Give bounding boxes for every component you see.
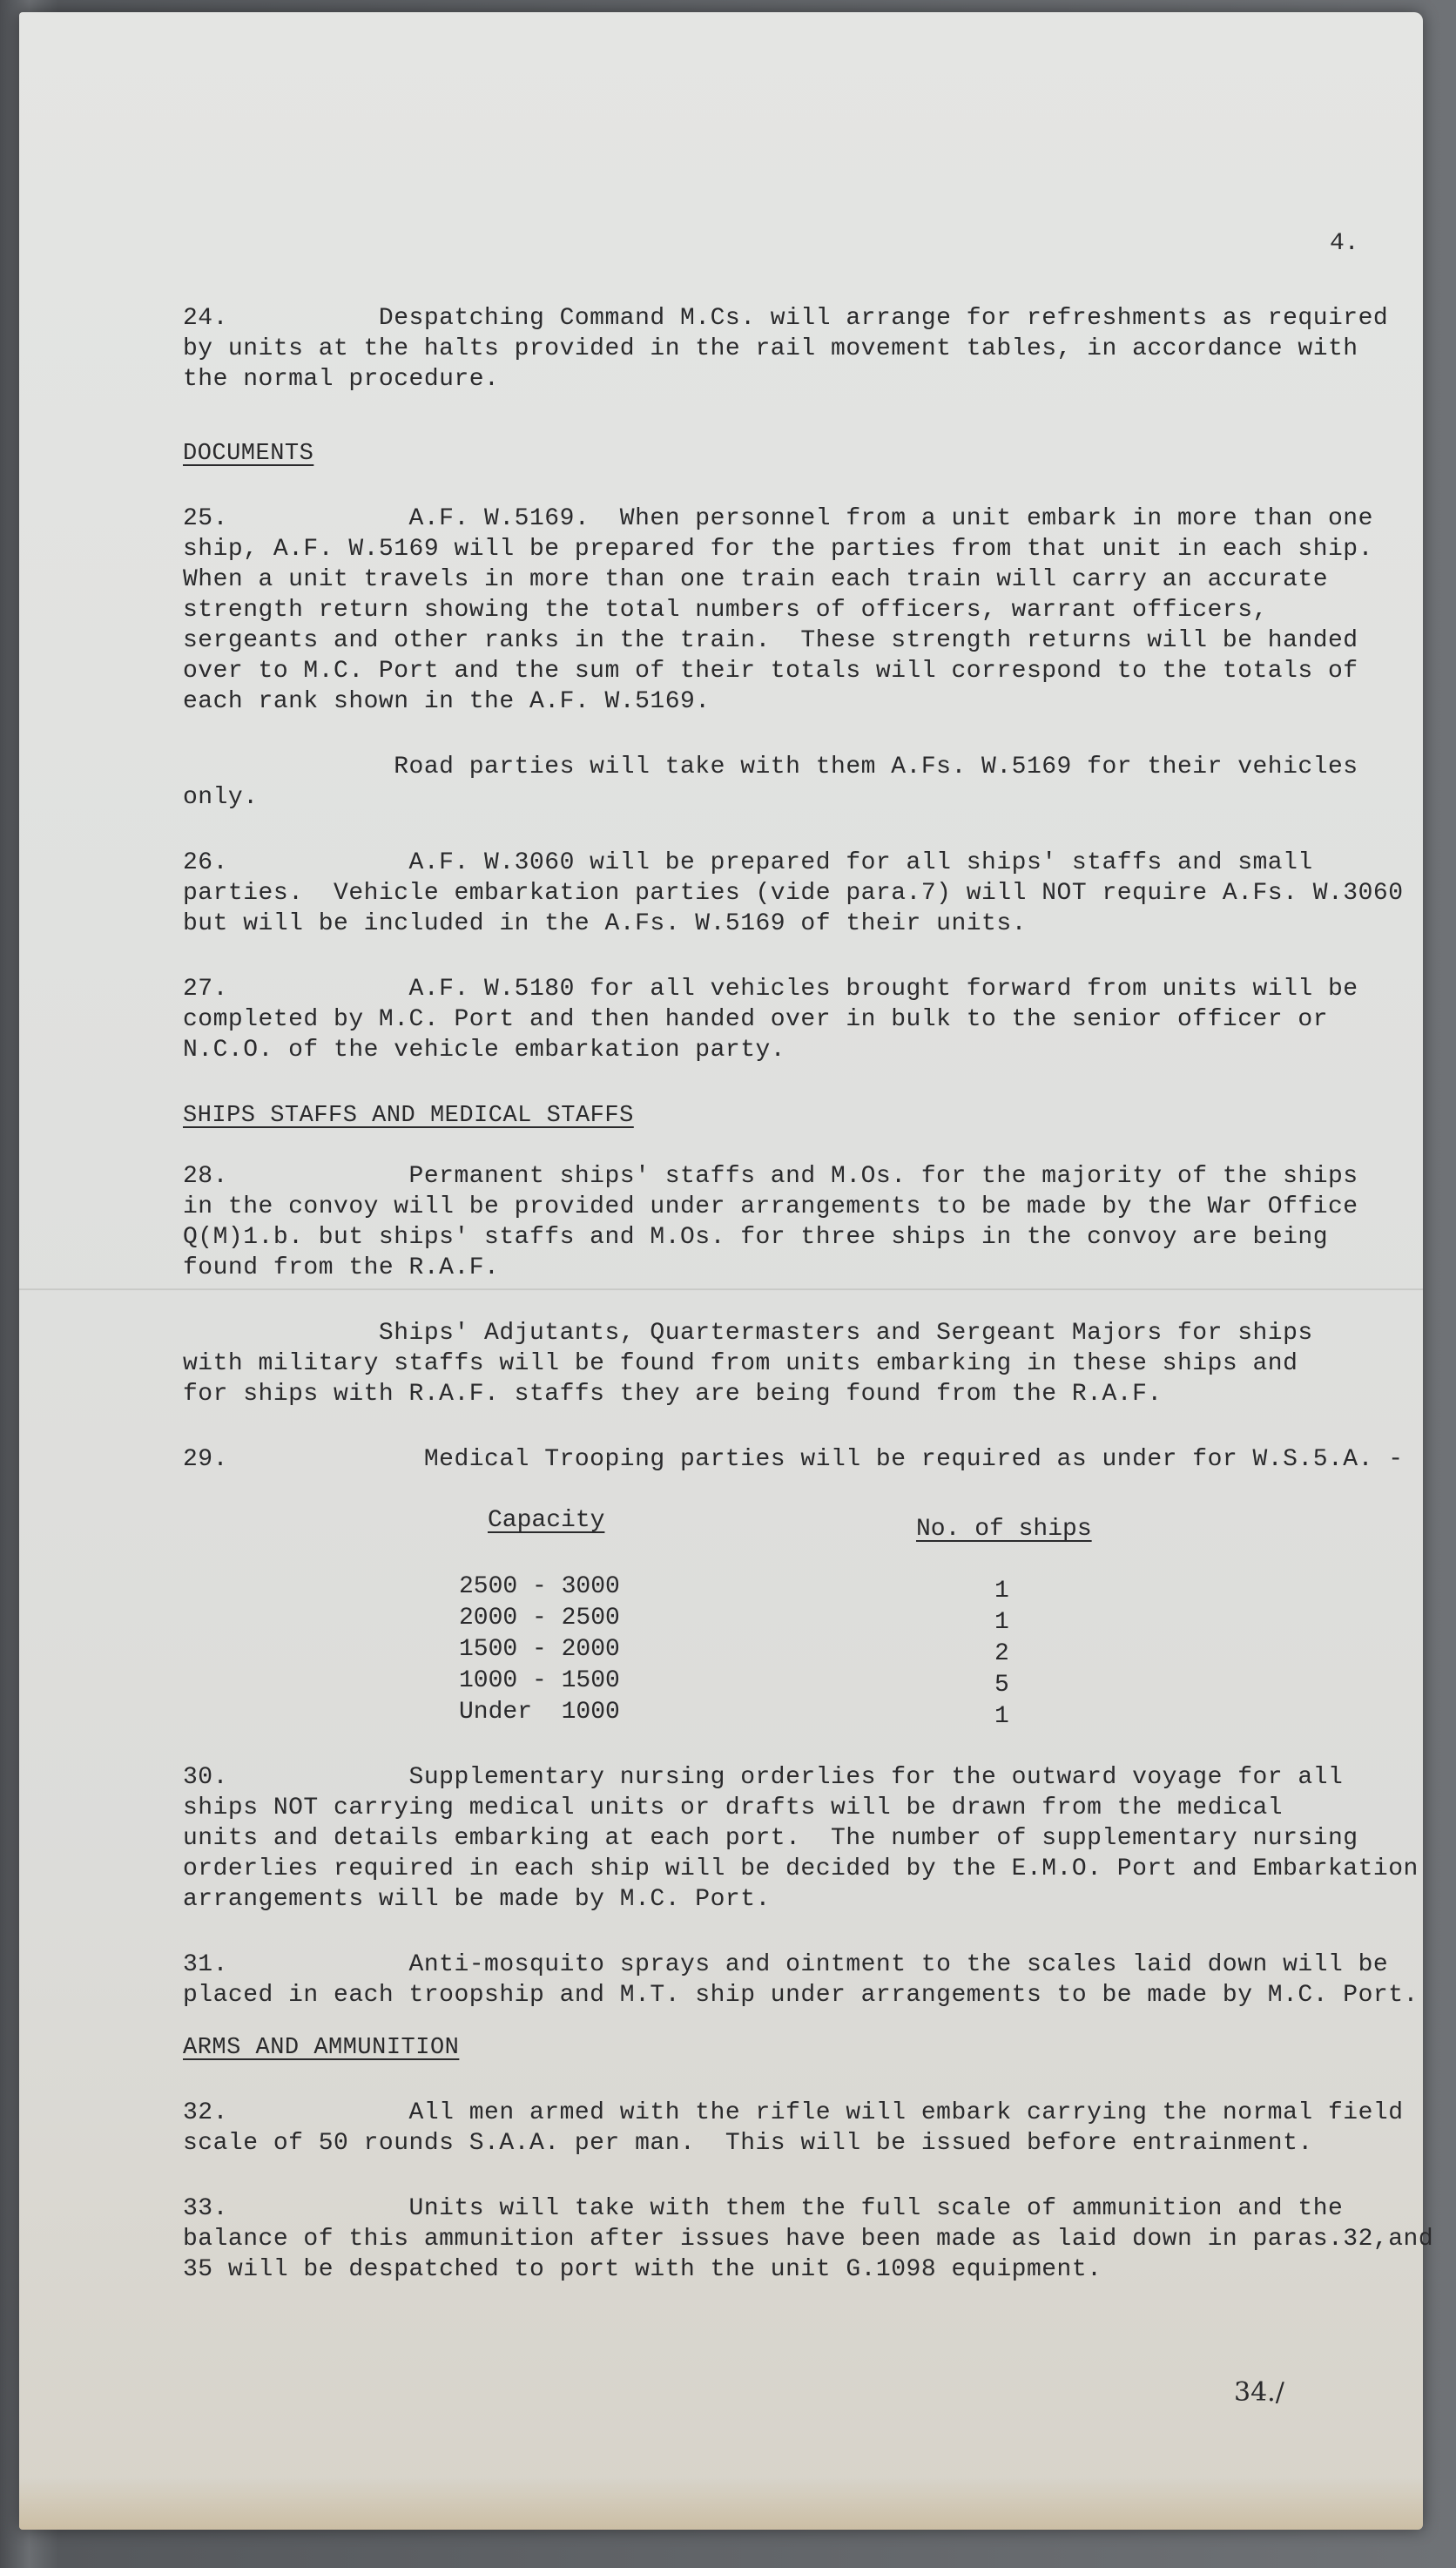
table-capacity-cell: 2500 - 3000	[459, 1573, 620, 1600]
para25-road-line-1: Road parties will take with them A.Fs. W.5169 for their vehicles	[183, 754, 1358, 781]
para28-line-2: in the convoy will be provided under arrangements to be made by the War Office	[183, 1193, 1358, 1220]
para25-line-2: ship, A.F. W.5169 will be prepared for the parties from that unit in each ship.	[183, 536, 1373, 563]
para32-line-1: 32. All men armed with the rifle will embark carrying the normal field	[183, 2099, 1404, 2126]
para25-line-5: sergeants and other ranks in the train. These strength returns will be handed	[183, 627, 1358, 654]
page-fold	[19, 1288, 1423, 1291]
para24-line-1: 24. Despatching Command M.Cs. will arrange for refreshments as required	[183, 305, 1389, 332]
catchword: 34./	[1234, 2377, 1284, 2408]
arms-ammunition-heading: ARMS AND AMMUNITION	[183, 2035, 460, 2061]
table-capacity-cell: 2000 - 2500	[459, 1605, 620, 1632]
para27-line-1: 27. A.F. W.5180 for all vehicles brought forward from units will be	[183, 976, 1358, 1003]
para33-line-1: 33. Units will take with them the full scale of ammunition and the	[183, 2195, 1344, 2222]
documents-heading: DOCUMENTS	[183, 441, 314, 467]
table-capacity-cell: 1500 - 2000	[459, 1636, 620, 1663]
para30-line-1: 30. Supplementary nursing orderlies for the outward voyage for all	[183, 1764, 1344, 1791]
para28-adjutants-line-2: with military staffs will be found from units embarking in these ships and	[183, 1350, 1298, 1377]
para31-line-2: placed in each troopship and M.T. ship under arrangements to be made by M.C. Port.	[183, 1982, 1419, 2009]
para26-line-3: but will be included in the A.Fs. W.5169 of their units.	[183, 910, 1027, 937]
table-capacity-cell: 1000 - 1500	[459, 1667, 620, 1694]
table-ships-cell: 1	[994, 1578, 1009, 1605]
para24-line-2: by units at the halts provided in the rail movement tables, in accordance with	[183, 335, 1358, 362]
para30-line-4: orderlies required in each ship will be decided by the E.M.O. Port and Embarkation	[183, 1855, 1419, 1882]
para28-line-1: 28. Permanent ships' staffs and M.Os. for the majority of the ships	[183, 1163, 1358, 1190]
table-ships-cell: 5	[994, 1672, 1009, 1699]
para31-line-1: 31. Anti-mosquito sprays and ointment to the scales laid down will be	[183, 1951, 1389, 1978]
para28-line-4: found from the R.A.F.	[183, 1254, 500, 1281]
table-ships-cell: 2	[994, 1640, 1009, 1667]
para25-line-7: each rank shown in the A.F. W.5169.	[183, 688, 711, 715]
para30-line-3: units and details embarking at each port. The number of supplementary nursing	[183, 1825, 1358, 1852]
table-header-ships: No. of ships	[916, 1516, 1092, 1543]
para26-line-1: 26. A.F. W.3060 will be prepared for all ships' staffs and small	[183, 849, 1313, 876]
para26-line-2: parties. Vehicle embarkation parties (vide para.7) will NOT require A.Fs. W.3060	[183, 880, 1404, 907]
para33-line-2: balance of this ammunition after issues have been made as laid down in paras.32,and	[183, 2226, 1434, 2253]
para29-line: 29. Medical Trooping parties will be required as under for W.S.5.A. -	[183, 1446, 1404, 1473]
para30-line-5: arrangements will be made by M.C. Port.	[183, 1886, 771, 1913]
para25-road-line-2: only.	[183, 784, 259, 811]
para28-adjutants-line-1: Ships' Adjutants, Quartermasters and Sergeant Majors for ships	[183, 1320, 1313, 1347]
table-capacity-cell: Under 1000	[459, 1699, 620, 1726]
para25-line-6: over to M.C. Port and the sum of their totals will correspond to the totals of	[183, 658, 1358, 685]
page-number: 4.	[1330, 230, 1359, 257]
table-ships-cell: 1	[994, 1703, 1009, 1730]
table-header-capacity: Capacity	[488, 1507, 605, 1534]
ships-staffs-heading: SHIPS STAFFS AND MEDICAL STAFFS	[183, 1103, 634, 1129]
para32-line-2: scale of 50 rounds S.A.A. per man. This will be issued before entrainment.	[183, 2130, 1313, 2157]
para27-line-3: N.C.O. of the vehicle embarkation party.	[183, 1037, 786, 1064]
para28-adjutants-line-3: for ships with R.A.F. staffs they are being found from the R.A.F.	[183, 1381, 1163, 1408]
para25-line-3: When a unit travels in more than one train each train will carry an accurate	[183, 566, 1329, 593]
typed-page	[19, 12, 1434, 2530]
table-ships-cell: 1	[994, 1609, 1009, 1636]
para25-line-4: strength return showing the total numbers of officers, warrant officers,	[183, 597, 1268, 624]
para33-line-3: 35 will be despatched to port with the unit G.1098 equipment.	[183, 2256, 1102, 2283]
para28-line-3: Q(M)1.b. but ships' staffs and M.Os. for three ships in the convoy are being	[183, 1224, 1329, 1251]
para27-line-2: completed by M.C. Port and then handed over in bulk to the senior officer or	[183, 1006, 1329, 1033]
para24-line-3: the normal procedure.	[183, 366, 500, 393]
para30-line-2: ships NOT carrying medical units or drafts will be drawn from the medical	[183, 1794, 1284, 1821]
para25-line-1: 25. A.F. W.5169. When personnel from a unit embark in more than one	[183, 505, 1373, 532]
